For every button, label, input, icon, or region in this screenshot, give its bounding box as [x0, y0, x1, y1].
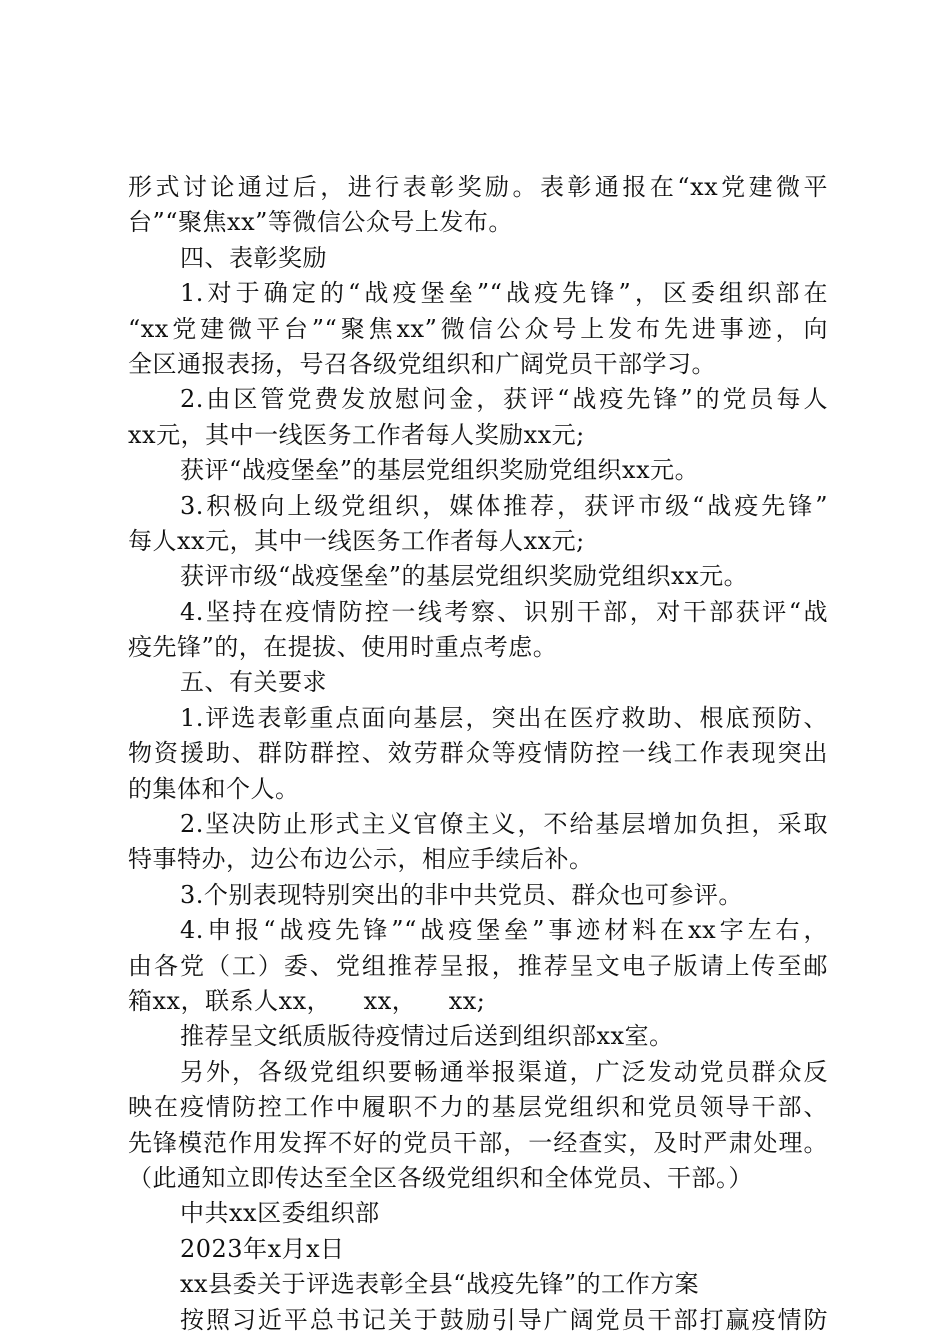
paragraph-line: 全区通报表扬，号召各级党组织和广阔党员干部学习。 — [128, 349, 716, 378]
paragraph-line: 特事特办，边公布边公示，相应手续后补。 — [128, 845, 594, 874]
paragraph-line: 每人xx元，其中一线医务工作者每人xx元; — [128, 526, 585, 555]
signature-organization: 中共xx区委组织部 — [180, 1199, 380, 1228]
paragraph-line: xx元，其中一线医务工作者每人奖励xx元; — [128, 420, 585, 449]
paragraph-line: 4.申报“战疫先锋”“战疫堡垒”事迹材料在xx字左右， — [180, 916, 828, 945]
signature-date: 2023年x月x日 — [180, 1234, 345, 1263]
paragraph-line: 按照习近平总书记关于鼓励引导广阔党员干部打赢疫情防 — [180, 1305, 828, 1334]
document-title: xx县委关于评选表彰全县“战疫先锋”的工作方案 — [180, 1270, 700, 1299]
paragraph-line: 先锋模范作用发挥不好的党员干部，一经查实，及时严肃处理。 — [128, 1128, 828, 1157]
paragraph-line: 物资援助、群防群控、效劳群众等疫情防控一线工作表现突出 — [128, 739, 828, 768]
section-heading: 四、表彰奖励 — [180, 243, 327, 272]
paragraph-line: 形式讨论通过后，进行表彰奖励。表彰通报在“xx党建微平 — [128, 173, 828, 201]
paragraph-line: （此通知立即传达至全区各级党组织和全体党员、干部。） — [128, 1163, 753, 1192]
paragraph-line: 箱xx，联系人xx， xx， xx; — [128, 986, 486, 1015]
paragraph-line: 2.由区管党费发放慰问金，获评“战疫先锋”的党员每人 — [180, 385, 828, 414]
paragraph-line: 由各党（工）委、党组推荐呈报，推荐呈文电子版请上传至邮 — [128, 951, 828, 980]
paragraph-line: 3.个别表现特别突出的非中共党员、群众也可参评。 — [180, 880, 743, 909]
paragraph-line: 2.坚决防止形式主义官僚主义，不给基层增加负担，采取 — [180, 810, 828, 839]
paragraph-line: 4.坚持在疫情防控一线考察、识别干部，对干部获评“战 — [180, 597, 828, 626]
paragraph-line: 台”“聚焦xx”等微信公众号上发布。 — [128, 208, 513, 237]
paragraph-line: 1.对于确定的“战疫堡垒”“战疫先锋”，区委组织部在 — [180, 279, 828, 308]
paragraph-line: 的集体和个人。 — [128, 774, 300, 803]
paragraph-line: 1.评选表彰重点面向基层，突出在医疗救助、根底预防、 — [180, 703, 828, 732]
paragraph-line: “xx党建微平台”“聚焦xx”微信公众号上发布先进事迹，向 — [128, 314, 828, 343]
paragraph-line: 另外，各级党组织要畅通举报渠道，广泛发动党员群众反 — [180, 1057, 828, 1086]
paragraph-line: 3.积极向上级党组织，媒体推荐，获评市级“战疫先锋” — [180, 491, 828, 520]
paragraph-line: 推荐呈文纸质版待疫情过后送到组织部xx室。 — [180, 1022, 674, 1051]
paragraph-line: 获评“战疫堡垒”的基层党组织奖励党组织xx元。 — [180, 456, 700, 485]
section-heading: 五、有关要求 — [180, 668, 327, 697]
document-body — [128, 170, 828, 1338]
paragraph-line: 映在疫情防控工作中履职不力的基层党组织和党员领导干部、 — [128, 1093, 828, 1122]
paragraph-line: 疫先锋”的，在提拔、使用时重点考虑。 — [128, 633, 558, 662]
paragraph-line: 获评市级“战疫堡垒”的基层党组织奖励党组织xx元。 — [180, 562, 749, 591]
